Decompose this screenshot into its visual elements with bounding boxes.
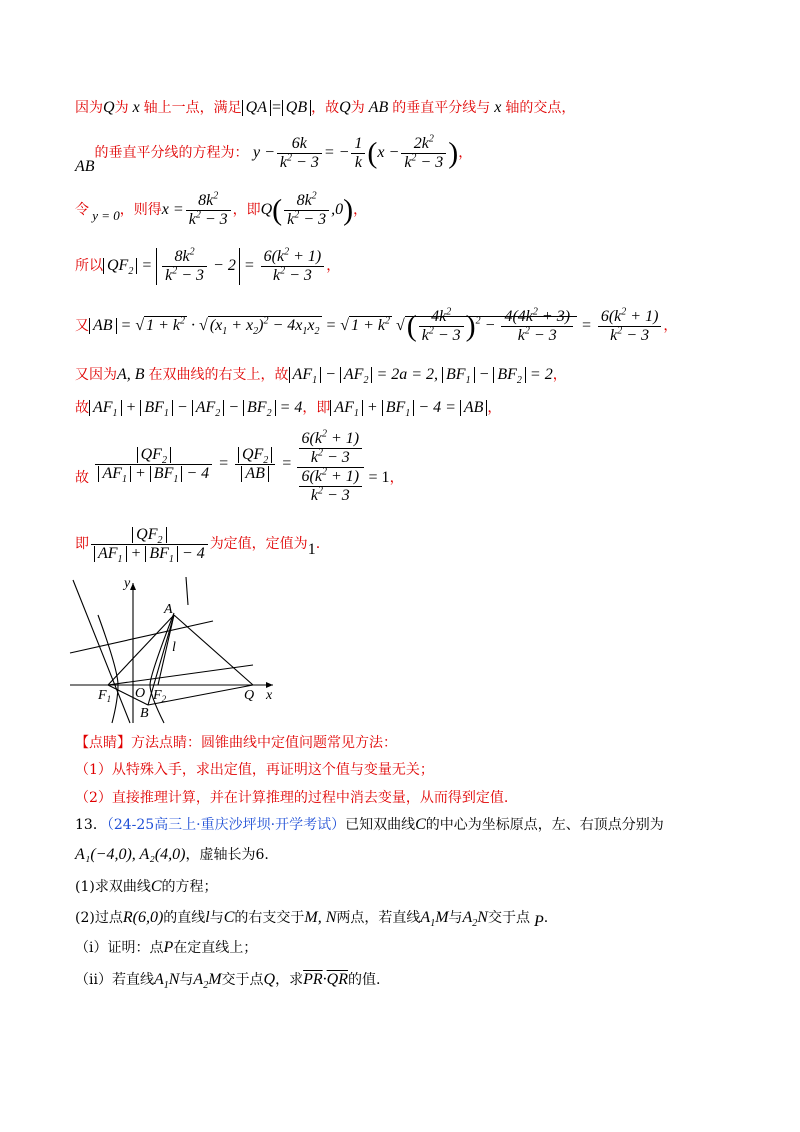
problem-13-q2: (2)过点R(6,0)的直线l与C的右支交于M, N两点，若直线$A_1M$与$A_2N$交于点 P. — [75, 909, 549, 930]
solution-line-1: 因为Q为 x 轴上一点，满足 QA = QB ，故Q为 AB 的垂直平分线与 x 轴的交点， — [75, 99, 576, 116]
label-q: Q — [244, 688, 255, 703]
solution-line-3: 令 y = 0，则得x = $\frac{8k^2}{k^2 - 3}$ ，即Q( $\frac{8k^2}{k^2 - 3}$ ,0)， — [75, 190, 368, 228]
solution-line-8: 故 $\frac{QF_2}{AF_1 + BF_1 - 4}$ = $\frac{QF_2}{AB}$ = $\frac{\frac{6(k^2 + 1)}{k^2 - 3}}{\frac{6(k^2 + 1)}{k^2 - 3}}$ = 1， — [75, 428, 404, 504]
label-a: A — [164, 602, 173, 617]
problem-source: （24-25高三上·重庆沙坪坝·开学考试） — [106, 817, 346, 833]
label-f1: $F_1$ — [98, 688, 112, 704]
solution-line-5: 又 AB = √ $1 + k^2$ · √ $(x_1 + x_2)^2 - 4x_1x_2$ = √ $1 + k^2$ √( $\frac{4k^2}{k^2 - 3}$ )$^2$ − $\frac{4(4k^2 + 3)}{k^2 - 3}$ = $\frac{6(k^2 + 1)}{k^2 - 3}$ ， — [75, 306, 678, 344]
problem-13-vertices: A₁(−4,0), A₂(4,0)，虚轴长为6. — [75, 846, 269, 863]
perpendicular-bisector — [186, 577, 188, 605]
tip-heading: 【点睛】方法点睛：圆锥曲线中定值问题常见方法： — [75, 735, 397, 751]
problem-13-stem: 13．（24-25高三上·重庆沙坪坝·开学考试）已知双曲线C的中心为坐标原点，左、右顶点分别为 — [75, 816, 664, 833]
problem-13-qii: （ii）若直线$A_1N$与$A_2M$交于点Q，求$\overline{PR}\cdot\overline{QR}$的值. — [75, 971, 381, 992]
solution-line-2: AB的垂直平分线的方程为： y − $\frac{6k}{k^2 - 3}$ = − $\frac{1}{k}$ (x − $\frac{2k^2}{k^2 - 3}$ )， — [75, 133, 473, 176]
label-f2: $F_2$ — [153, 688, 167, 704]
label-b: B — [140, 706, 149, 721]
label-x: x — [266, 688, 273, 703]
solution-line-4: 所以 $QF_2$ = $\frac{8k^2}{k^2 - 3}$ − 2 = $\frac{6(k^2 + 1)}{k^2 - 3}$ ， — [75, 246, 341, 284]
hyperbola-figure — [68, 575, 288, 725]
solution-line-6: 又因为A, B 在双曲线的右支上，故 $AF_1 - AF_2 = 2a = 2$, $BF_1 - BF_2 = 2$， — [75, 366, 567, 387]
label-o: O — [135, 686, 146, 701]
line-f1-q — [108, 665, 253, 685]
problem-13-qi: （i）证明：点P在定直线上； — [75, 939, 258, 956]
solution-line-7: 故 $AF_1 + BF_1 - AF_2 - BF_2 = 4$，即 $AF_1 + BF_1 - 4$ = AB ， — [75, 399, 502, 420]
solution-line-9: 即 $\frac{QF_2}{AF_1 + BF_1 - 4}$ 为定值，定值为1. — [75, 526, 321, 566]
problem-13-q1: (1)求双曲线C的方程； — [75, 878, 218, 895]
tip-item-1: （1）从特殊入手，求出定值，再证明这个值与变量无关； — [75, 762, 434, 778]
label-l: l — [172, 640, 176, 655]
tip-item-2: （2）直接推理计算，并在计算推理的过程中消去变量，从而得到定值. — [75, 790, 509, 806]
label-y: y — [124, 576, 131, 591]
